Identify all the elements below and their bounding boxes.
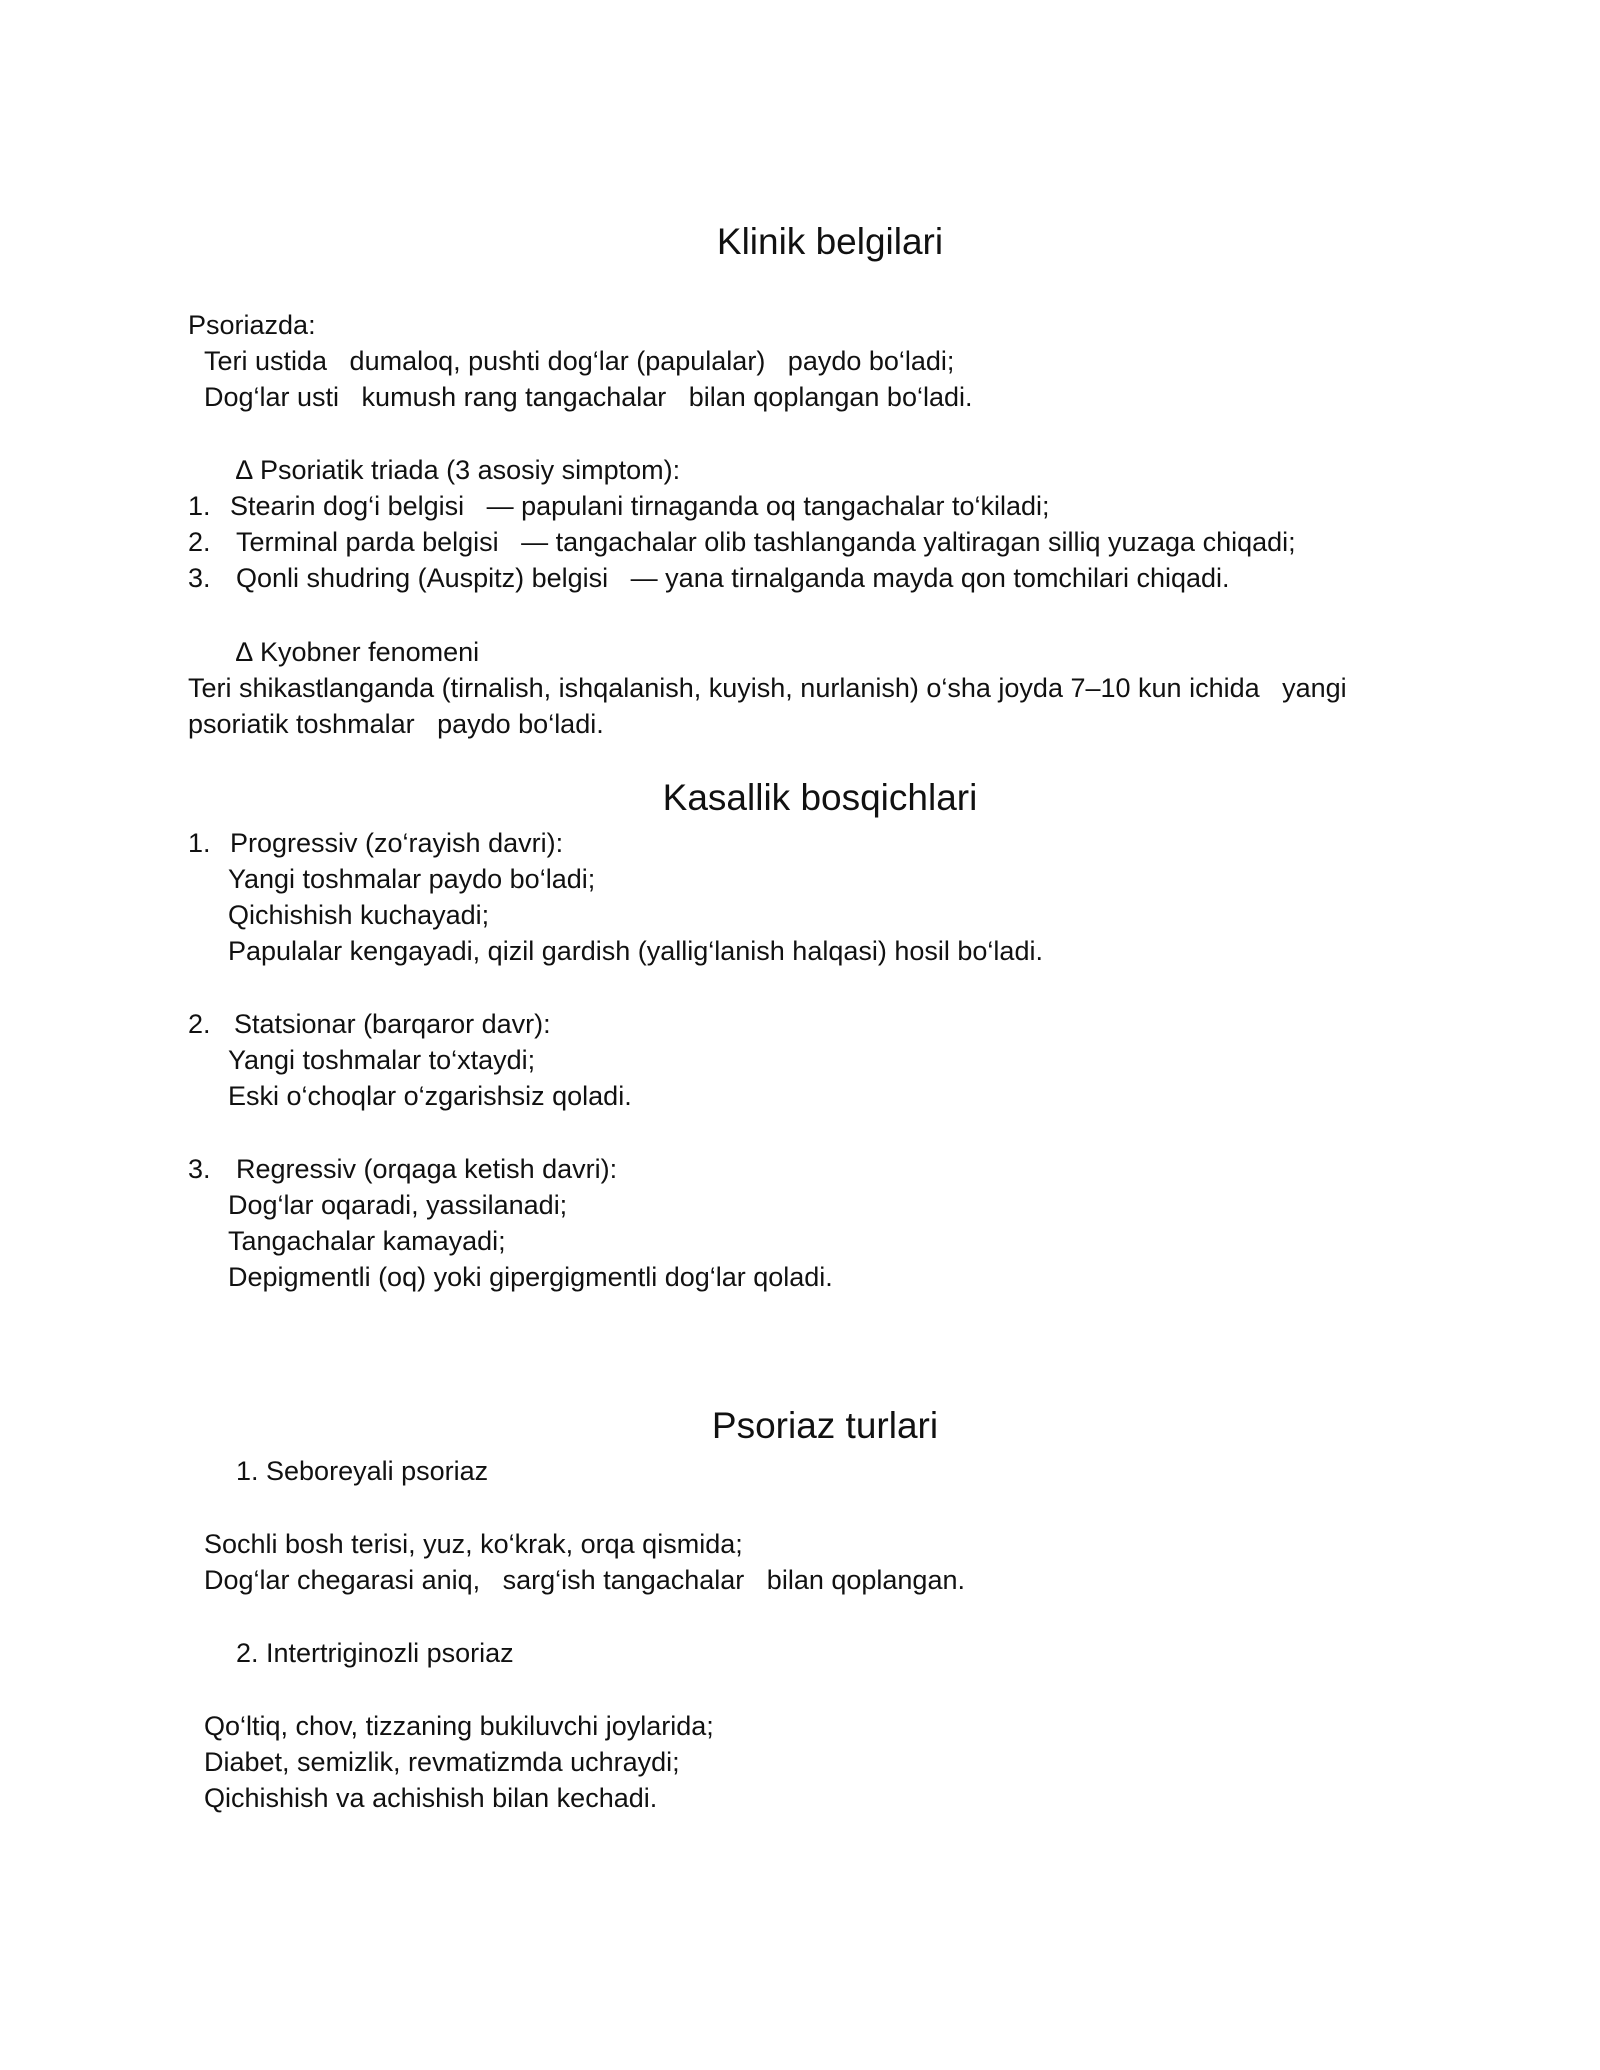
list-number: 2. xyxy=(188,527,211,557)
type-label: 1. Seboreyali psoriaz xyxy=(236,1456,489,1486)
list-number: 1. xyxy=(188,491,211,521)
paragraph-line: Teri ustida dumaloq, pushti dog‘lar (papulalar) paydo bo‘ladi; xyxy=(204,346,955,376)
intro-text: Psoriazda: xyxy=(188,310,316,340)
kyobner-heading: ∆ Kyobner fenomeni xyxy=(236,637,480,667)
paragraph-line: Dog‘lar usti kumush rang tangachalar bilan qoplangan bo‘ladi. xyxy=(204,382,973,412)
list-number: 1. xyxy=(188,828,211,858)
list-number: 3. xyxy=(188,563,211,593)
triada-heading: ∆ Psoriatik triada (3 asosiy simptom): xyxy=(236,455,681,485)
stage-item: Qichishish kuchayadi; xyxy=(228,900,490,930)
section-title-bosqichlar: Kasallik bosqichlari xyxy=(662,777,978,818)
stage-item: Eski o‘choqlar o‘zgarishsiz qoladi. xyxy=(228,1081,632,1111)
list-item: Qonli shudring (Auspitz) belgisi — yana tirnalganda mayda qon tomchilari chiqadi. xyxy=(236,563,1230,593)
stage-item: Yangi toshmalar to‘xtaydi; xyxy=(228,1045,536,1075)
stage-name: Progressiv (zo‘rayish davri): xyxy=(230,828,564,858)
paragraph-line: Qo‘ltiq, chov, tizzaning bukiluvchi joylarida; xyxy=(204,1711,714,1741)
section-title-turlari: Psoriaz turlari xyxy=(711,1405,939,1446)
list-item: Stearin dog‘i belgisi — papulani tirnaganda oq tangachalar to‘kiladi; xyxy=(230,491,1050,521)
stage-item: Depigmentli (oq) yoki gipergigmentli dog‘lar qoladi. xyxy=(228,1262,833,1292)
type-label: 2. Intertriginozli psoriaz xyxy=(236,1638,514,1668)
paragraph-line: Dog‘lar chegarasi aniq, sarg‘ish tangachalar bilan qoplangan. xyxy=(204,1565,965,1595)
stage-item: Yangi toshmalar paydo bo‘ladi; xyxy=(228,864,596,894)
stage-item: Papulalar kengayadi, qizil gardish (yallig‘lanish halqasi) hosil bo‘ladi. xyxy=(228,936,1043,966)
stage-item: Dog‘lar oqaradi, yassilanadi; xyxy=(228,1190,568,1220)
paragraph-line: Diabet, semizlik, revmatizmda uchraydi; xyxy=(204,1747,680,1777)
stage-name: Statsionar (barqaror davr): xyxy=(234,1009,551,1039)
paragraph-line: psoriatik toshmalar paydo bo‘ladi. xyxy=(188,709,604,739)
stage-name: Regressiv (orqaga ketish davri): xyxy=(236,1154,618,1184)
list-item: Terminal parda belgisi — tangachalar olib tashlanganda yaltiragan silliq yuzaga chiqadi; xyxy=(236,527,1296,557)
list-number: 3. xyxy=(188,1154,211,1184)
stage-item: Tangachalar kamayadi; xyxy=(228,1226,506,1256)
section-title-klinik: Klinik belgilari xyxy=(716,221,944,262)
paragraph-line: Teri shikastlanganda (tirnalish, ishqalanish, kuyish, nurlanish) o‘sha joyda 7–10 kun ichida yangi xyxy=(188,673,1347,703)
list-number: 2. xyxy=(188,1009,211,1039)
paragraph-line: Qichishish va achishish bilan kechadi. xyxy=(204,1783,658,1813)
paragraph-line: Sochli bosh terisi, yuz, ko‘krak, orqa qismida; xyxy=(204,1529,743,1559)
